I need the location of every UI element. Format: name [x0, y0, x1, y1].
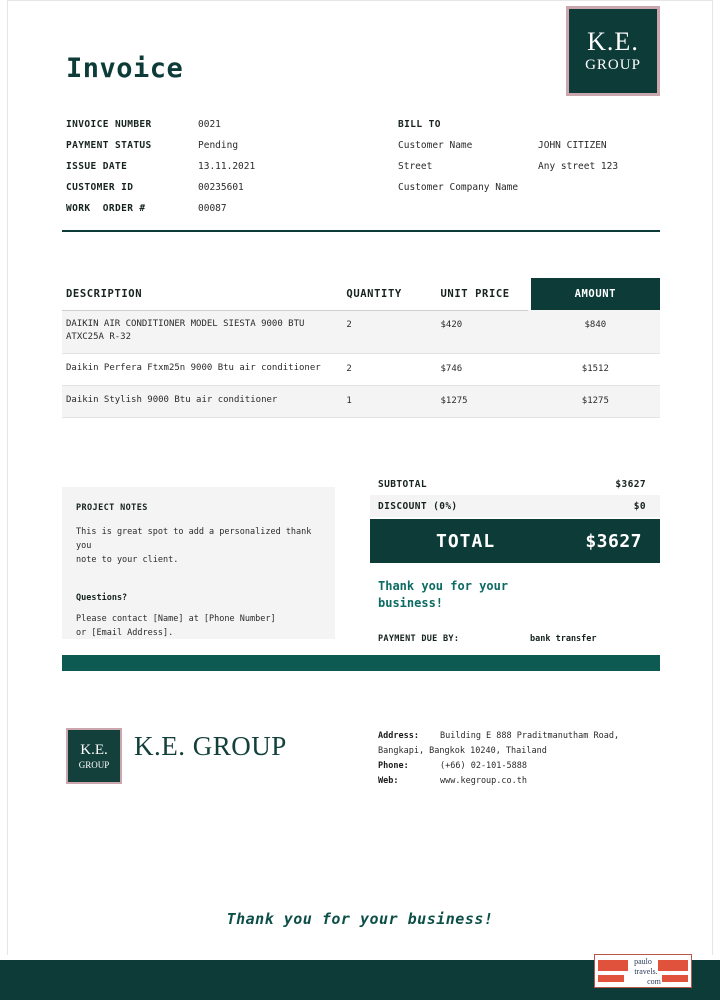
project-notes-box	[62, 487, 335, 639]
meta-value-customer-id: 00235601	[198, 182, 244, 193]
column-header-quantity: QUANTITY	[346, 288, 402, 300]
footer-logo-text-group: GROUP	[78, 759, 110, 770]
header-divider	[62, 230, 660, 232]
column-header-description: DESCRIPTION	[66, 288, 143, 300]
bill-to-row	[398, 140, 668, 161]
bill-to-value-street: Any street 123	[538, 161, 619, 172]
contact-address-row	[378, 729, 668, 744]
logo-text-group: GROUP	[585, 57, 641, 74]
project-notes-line-1: This is great spot to add a personalized thank you	[76, 527, 312, 552]
contact-details	[378, 729, 668, 789]
table-row	[62, 386, 660, 418]
section-divider-bar	[62, 655, 660, 671]
cell-unit-price: $1275	[440, 396, 468, 407]
subtotal-label: SUBTOTAL	[378, 478, 427, 490]
page-border-right	[712, 0, 713, 955]
watermark-badge	[594, 954, 692, 988]
subtotal-row	[370, 473, 660, 495]
meta-label-issue-date: ISSUE DATE	[66, 161, 128, 172]
cell-unit-price: $420	[440, 320, 463, 330]
column-header-unit-price: UNIT PRICE	[440, 288, 510, 300]
meta-label-work-order: WORK ORDER #	[66, 203, 146, 214]
meta-value-invoice-number: 0021	[198, 119, 221, 130]
watermark-line-3: com	[647, 977, 661, 986]
payment-due-value: bank transfer	[530, 633, 597, 644]
bill-to-label-customer-name: Customer Name	[398, 140, 473, 151]
contact-address-label: Address:	[378, 731, 419, 741]
page-title: Invoice	[66, 53, 184, 84]
watermark-text	[595, 957, 691, 987]
table-row	[62, 310, 660, 354]
bill-to-section	[398, 119, 668, 203]
contact-address-line-2: Bangkapi, Bangkok 10240, Thailand	[378, 745, 547, 756]
watermark-line-2: travels.	[634, 967, 658, 976]
bill-to-value-customer-name: JOHN CITIZEN	[538, 140, 607, 151]
discount-value: $0	[633, 500, 646, 512]
footer-company-name: K.E. GROUP	[134, 731, 287, 761]
cell-description: Daikin Perfera Ftxm25n 9000 Btu air conditioner	[66, 363, 321, 374]
meta-label-invoice-number: INVOICE NUMBER	[66, 119, 152, 130]
totals-section	[370, 473, 660, 563]
page-border-top	[7, 0, 713, 1]
cell-description: Daikin Stylish 9000 Btu air conditioner	[66, 395, 278, 406]
logo-text-ke: K.E.	[587, 26, 639, 56]
project-notes-line-2: note to your client.	[76, 555, 179, 566]
items-table-header	[62, 278, 660, 310]
bill-to-row	[398, 161, 668, 182]
payment-due-row	[378, 634, 648, 644]
items-table	[62, 278, 660, 418]
meta-row	[66, 203, 666, 224]
footer-logo-text-ke: K.E.	[80, 741, 108, 758]
meta-value-issue-date: 13.11.2021	[198, 161, 256, 172]
thanks-section	[378, 578, 648, 644]
meta-label-payment-status: PAYMENT STATUS	[66, 140, 152, 151]
questions-heading: Questions?	[76, 593, 128, 604]
questions-line-2: or [Email Address].	[76, 628, 174, 639]
total-value: $3627	[585, 530, 642, 552]
cell-quantity: 2	[346, 364, 352, 375]
cell-unit-price: $746	[440, 364, 463, 375]
contact-web-value[interactable]: www.kegroup.co.th	[440, 775, 527, 786]
total-label: TOTAL	[436, 530, 496, 552]
bill-to-label-company-name: Customer Company Name	[398, 182, 519, 193]
payment-due-label: PAYMENT DUE BY:	[378, 633, 460, 644]
discount-label: DISCOUNT (0%)	[378, 500, 458, 512]
subtotal-value: $3627	[615, 478, 646, 490]
contact-phone-row	[378, 759, 668, 774]
meta-value-work-order: 00087	[198, 203, 227, 214]
contact-web-label: Web:	[378, 775, 399, 786]
cell-amount: $840	[584, 320, 607, 330]
table-row	[62, 354, 660, 386]
cell-description: DAIKIN AIR CONDITIONER MODEL SIESTA 9000 BTU ATXC25A R-32	[66, 319, 305, 343]
bill-to-heading-row	[398, 119, 668, 140]
bill-to-heading: BILL TO	[398, 119, 441, 130]
discount-row	[370, 495, 660, 517]
project-notes-heading: PROJECT NOTES	[76, 503, 148, 513]
header-logo	[566, 6, 660, 96]
questions-line-1: Please contact [Name] at [Phone Number]	[76, 614, 276, 625]
thanks-message: Thank you for your business!	[378, 579, 509, 610]
meta-value-payment-status: Pending	[198, 140, 239, 151]
cell-quantity: 2	[346, 320, 352, 330]
closing-message: Thank you for your business!	[226, 910, 494, 928]
contact-address-line-1: Building E 888 Praditmanutham Road,	[440, 731, 620, 741]
cell-amount: $1275	[581, 396, 609, 407]
footer-logo	[66, 728, 122, 784]
items-table-header-underline	[62, 310, 528, 311]
bill-to-label-street: Street	[398, 161, 433, 172]
contact-phone-value: (+66) 02-101-5888	[440, 760, 527, 771]
meta-label-customer-id: CUSTOMER ID	[66, 182, 134, 193]
cell-quantity: 1	[346, 396, 352, 407]
page-border-left	[7, 0, 8, 955]
bill-to-row	[398, 182, 668, 203]
total-row	[370, 519, 660, 563]
contact-phone-label: Phone:	[378, 760, 409, 771]
watermark-line-1: paulo	[634, 957, 652, 966]
column-header-amount: AMOUNT	[531, 278, 660, 310]
cell-amount: $1512	[581, 364, 609, 375]
contact-web-row	[378, 774, 668, 789]
